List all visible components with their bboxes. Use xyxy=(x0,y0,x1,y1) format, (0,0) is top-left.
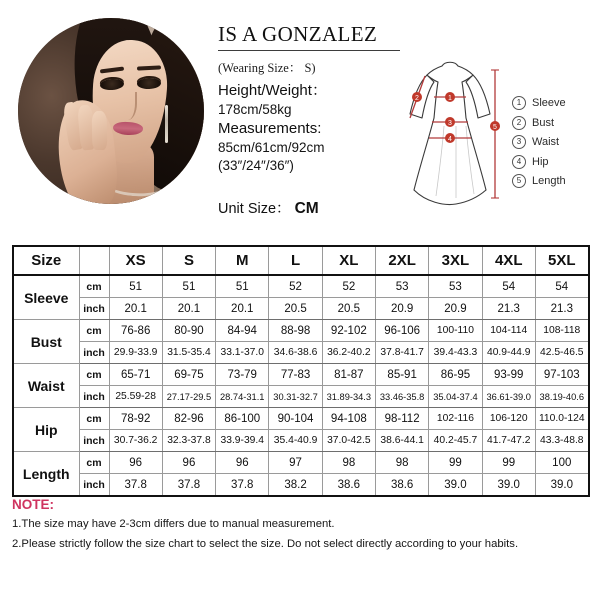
cell-bust-inch-s: 31.5-35.4 xyxy=(162,342,215,364)
legend-number-icon: 2 xyxy=(512,116,526,130)
legend-item-length xyxy=(512,174,596,188)
cell-bust-cm-4xl: 104-114 xyxy=(482,320,535,342)
row-label-sleeve: Sleeve xyxy=(13,275,79,320)
cell-length-inch-xl: 38.6 xyxy=(322,474,375,497)
cell-hip-cm-xl: 94-108 xyxy=(322,408,375,430)
garment-sleeve-right xyxy=(466,75,490,118)
table-row xyxy=(13,364,589,386)
cell-length-inch-xs: 37.8 xyxy=(109,474,162,497)
unit-cell-cm: cm xyxy=(79,452,109,474)
table-row xyxy=(13,430,589,452)
cell-waist-inch-3xl: 35.04-37.4 xyxy=(429,386,482,408)
unit-cell-inch: inch xyxy=(79,474,109,497)
garment-skirt-left xyxy=(414,118,434,190)
cell-hip-inch-xl: 37.0-42.5 xyxy=(322,430,375,452)
garment-diagram-svg xyxy=(398,56,510,216)
cell-length-cm-3xl: 99 xyxy=(429,452,482,474)
svg-text:4: 4 xyxy=(448,136,452,143)
cell-length-cm-xs: 96 xyxy=(109,452,162,474)
cell-hip-inch-5xl: 43.3-48.8 xyxy=(535,430,588,452)
cell-length-cm-l: 97 xyxy=(269,452,322,474)
portrait-finger xyxy=(92,111,108,150)
table-row xyxy=(13,298,589,320)
cell-hip-cm-3xl: 102-116 xyxy=(429,408,482,430)
header-size-2xl: 2XL xyxy=(375,246,428,275)
cell-sleeve-inch-2xl: 20.9 xyxy=(375,298,428,320)
table-header-row xyxy=(13,246,589,275)
legend-label: Bust xyxy=(532,116,555,129)
cell-bust-cm-3xl: 100-110 xyxy=(429,320,482,342)
cell-hip-cm-5xl: 110.0-124 xyxy=(535,408,588,430)
cell-sleeve-inch-5xl: 21.3 xyxy=(535,298,588,320)
garment-hem xyxy=(414,190,486,204)
cell-waist-cm-3xl: 86-95 xyxy=(429,364,482,386)
cell-bust-cm-xl: 92-102 xyxy=(322,320,375,342)
unit-cell-inch: inch xyxy=(79,430,109,452)
legend-label: Sleeve xyxy=(532,97,566,109)
garment-collar xyxy=(442,62,458,66)
cell-bust-inch-3xl: 39.4-43.3 xyxy=(429,342,482,364)
legend-item-waist xyxy=(512,135,596,149)
cell-sleeve-cm-s: 51 xyxy=(162,275,215,298)
unit-size-label: Unit Size： xyxy=(218,201,291,218)
cell-length-cm-2xl: 98 xyxy=(375,452,428,474)
cell-bust-inch-2xl: 37.8-41.7 xyxy=(375,342,428,364)
row-label-waist: Waist xyxy=(13,364,79,408)
size-chart-table xyxy=(12,245,590,497)
row-label-bust: Bust xyxy=(13,320,79,364)
cell-bust-cm-m: 84-94 xyxy=(216,320,269,342)
garment-bodice-left xyxy=(434,82,438,118)
svg-text:3: 3 xyxy=(448,120,452,127)
header-size-m: M xyxy=(216,246,269,275)
note-line: 1.The size may have 2-3cm differs due to manual measurement. xyxy=(12,518,335,530)
cell-length-cm-s: 96 xyxy=(162,452,215,474)
cell-length-inch-2xl: 38.6 xyxy=(375,474,428,497)
cell-waist-cm-5xl: 97-103 xyxy=(535,364,588,386)
legend-label: Hip xyxy=(532,155,549,168)
cell-length-inch-4xl: 39.0 xyxy=(482,474,535,497)
cell-length-inch-3xl: 39.0 xyxy=(429,474,482,497)
cell-sleeve-cm-2xl: 53 xyxy=(375,275,428,298)
table-row xyxy=(13,275,589,298)
measurements-value-cm: 85cm/61cm/92cm xyxy=(218,139,325,155)
header-size-label: Size xyxy=(13,246,79,275)
cell-hip-inch-m: 33.9-39.4 xyxy=(216,430,269,452)
cell-bust-cm-l: 88-98 xyxy=(269,320,322,342)
wearing-size-label: (Wearing Size： S) xyxy=(218,61,316,75)
cell-sleeve-cm-5xl: 54 xyxy=(535,275,588,298)
cell-hip-cm-4xl: 106-120 xyxy=(482,408,535,430)
cell-hip-inch-l: 35.4-40.9 xyxy=(269,430,322,452)
cell-waist-inch-4xl: 36.61-39.0 xyxy=(482,386,535,408)
cell-length-cm-4xl: 99 xyxy=(482,452,535,474)
table-row xyxy=(13,386,589,408)
measurement-legend xyxy=(512,96,596,194)
cell-sleeve-cm-xl: 52 xyxy=(322,275,375,298)
header-size-4xl: 4XL xyxy=(482,246,535,275)
cell-waist-inch-l: 30.31-32.7 xyxy=(269,386,322,408)
legend-number-icon: 1 xyxy=(512,96,526,110)
unit-size-row xyxy=(218,197,404,218)
header-size-l: L xyxy=(269,246,322,275)
garment-bodice-right xyxy=(462,82,466,118)
cell-sleeve-cm-xs: 51 xyxy=(109,275,162,298)
cell-hip-cm-xs: 78-92 xyxy=(109,408,162,430)
cell-sleeve-inch-4xl: 21.3 xyxy=(482,298,535,320)
unit-cell-cm: cm xyxy=(79,275,109,298)
cell-waist-cm-xs: 65-71 xyxy=(109,364,162,386)
cell-waist-cm-2xl: 85-91 xyxy=(375,364,428,386)
cell-bust-cm-xs: 76-86 xyxy=(109,320,162,342)
note-line: 2.Please strictly follow the size chart to select the size. Do not select directly according to your habits. xyxy=(12,537,519,550)
cell-sleeve-cm-3xl: 53 xyxy=(429,275,482,298)
cell-length-cm-xl: 98 xyxy=(322,452,375,474)
cell-sleeve-inch-m: 20.1 xyxy=(216,298,269,320)
cell-waist-inch-m: 28.74-31.1 xyxy=(216,386,269,408)
unit-size-value: CM xyxy=(294,200,319,218)
cell-bust-cm-2xl: 96-106 xyxy=(375,320,428,342)
svg-text:2: 2 xyxy=(415,95,419,102)
header-size-3xl: 3XL xyxy=(429,246,482,275)
cell-hip-cm-m: 86-100 xyxy=(216,408,269,430)
row-label-hip: Hip xyxy=(13,408,79,452)
cell-length-cm-5xl: 100 xyxy=(535,452,588,474)
legend-number-icon: 5 xyxy=(512,174,526,188)
cell-waist-cm-4xl: 93-99 xyxy=(482,364,535,386)
cell-waist-inch-5xl: 38.19-40.6 xyxy=(535,386,588,408)
cell-hip-inch-s: 32.3-37.8 xyxy=(162,430,215,452)
cell-bust-inch-5xl: 42.5-46.5 xyxy=(535,342,588,364)
cell-hip-inch-3xl: 40.2-45.7 xyxy=(429,430,482,452)
cell-waist-inch-2xl: 33.46-35.8 xyxy=(375,386,428,408)
unit-cell-cm: cm xyxy=(79,364,109,386)
cell-length-inch-l: 38.2 xyxy=(269,474,322,497)
table-row xyxy=(13,408,589,430)
legend-number-icon: 3 xyxy=(512,135,526,149)
cell-sleeve-cm-l: 52 xyxy=(269,275,322,298)
unit-cell-inch: inch xyxy=(79,342,109,364)
cell-waist-inch-s: 27.17-29.5 xyxy=(162,386,215,408)
svg-text:5: 5 xyxy=(493,124,497,131)
cell-hip-cm-l: 90-104 xyxy=(269,408,322,430)
size-chart-table-wrapper xyxy=(12,245,588,497)
garment-diagram xyxy=(398,56,510,216)
legend-number-icon: 4 xyxy=(512,155,526,169)
cell-bust-cm-5xl: 108-118 xyxy=(535,320,588,342)
legend-label: Length xyxy=(532,175,566,187)
header-section xyxy=(0,0,600,238)
legend-item-hip xyxy=(512,155,596,169)
cell-bust-inch-l: 34.6-38.6 xyxy=(269,342,322,364)
cell-sleeve-inch-3xl: 20.9 xyxy=(429,298,482,320)
cell-bust-inch-xl: 36.2-40.2 xyxy=(322,342,375,364)
note-section xyxy=(12,497,592,556)
table-row xyxy=(13,452,589,474)
portrait-earring xyxy=(165,105,168,143)
cell-waist-cm-xl: 81-87 xyxy=(322,364,375,386)
measurements-value-inch: (33″/24″/36″) xyxy=(218,158,294,174)
table-row xyxy=(13,342,589,364)
cell-hip-inch-4xl: 41.7-47.2 xyxy=(482,430,535,452)
cell-length-inch-m: 37.8 xyxy=(216,474,269,497)
cell-sleeve-inch-xl: 20.5 xyxy=(322,298,375,320)
legend-item-bust xyxy=(512,116,596,130)
cell-bust-cm-s: 80-90 xyxy=(162,320,215,342)
note-title: NOTE: xyxy=(12,497,54,512)
table-row xyxy=(13,474,589,497)
cell-waist-cm-m: 73-79 xyxy=(216,364,269,386)
title-divider xyxy=(218,50,400,51)
garment-shoulder-right xyxy=(458,66,473,75)
header-size-xs: XS xyxy=(109,246,162,275)
cell-hip-inch-2xl: 38.6-44.1 xyxy=(375,430,428,452)
cell-sleeve-cm-m: 51 xyxy=(216,275,269,298)
garment-shoulder-left xyxy=(427,66,442,75)
header-size-5xl: 5XL xyxy=(535,246,588,275)
cell-length-inch-s: 37.8 xyxy=(162,474,215,497)
cell-sleeve-inch-l: 20.5 xyxy=(269,298,322,320)
table-row xyxy=(13,320,589,342)
cell-waist-inch-xs: 25.59-28 xyxy=(109,386,162,408)
header-size-s: S xyxy=(162,246,215,275)
page-title: IS A GONZALEZ xyxy=(218,22,378,46)
cell-length-inch-5xl: 39.0 xyxy=(535,474,588,497)
portrait-circle-image xyxy=(18,18,204,204)
cell-bust-inch-m: 33.1-37.0 xyxy=(216,342,269,364)
height-weight-label: Height/Weight： xyxy=(218,82,327,99)
cell-sleeve-inch-xs: 20.1 xyxy=(109,298,162,320)
cell-length-cm-m: 96 xyxy=(216,452,269,474)
unit-cell-inch: inch xyxy=(79,298,109,320)
cell-waist-inch-xl: 31.89-34.3 xyxy=(322,386,375,408)
table-body xyxy=(13,275,589,496)
legend-item-sleeve xyxy=(512,96,596,110)
legend-label: Waist xyxy=(532,136,560,148)
product-info-block xyxy=(218,22,404,218)
unit-cell-inch: inch xyxy=(79,386,109,408)
cell-bust-inch-4xl: 40.9-44.9 xyxy=(482,342,535,364)
height-weight-value: 178cm/58kg xyxy=(218,101,292,117)
unit-cell-cm: cm xyxy=(79,408,109,430)
cell-sleeve-cm-4xl: 54 xyxy=(482,275,535,298)
cell-bust-inch-xs: 29.9-33.9 xyxy=(109,342,162,364)
cell-hip-cm-2xl: 98-112 xyxy=(375,408,428,430)
header-size-xl: XL xyxy=(322,246,375,275)
unit-cell-cm: cm xyxy=(79,320,109,342)
cell-hip-cm-s: 82-96 xyxy=(162,408,215,430)
cell-waist-cm-l: 77-83 xyxy=(269,364,322,386)
measurements-label: Measurements: xyxy=(218,120,322,138)
header-unit-label xyxy=(79,246,109,275)
row-label-length: Length xyxy=(13,452,79,497)
svg-text:1: 1 xyxy=(448,95,452,102)
cell-hip-inch-xs: 30.7-36.2 xyxy=(109,430,162,452)
model-portrait xyxy=(18,18,204,204)
cell-sleeve-inch-s: 20.1 xyxy=(162,298,215,320)
cell-waist-cm-s: 69-75 xyxy=(162,364,215,386)
